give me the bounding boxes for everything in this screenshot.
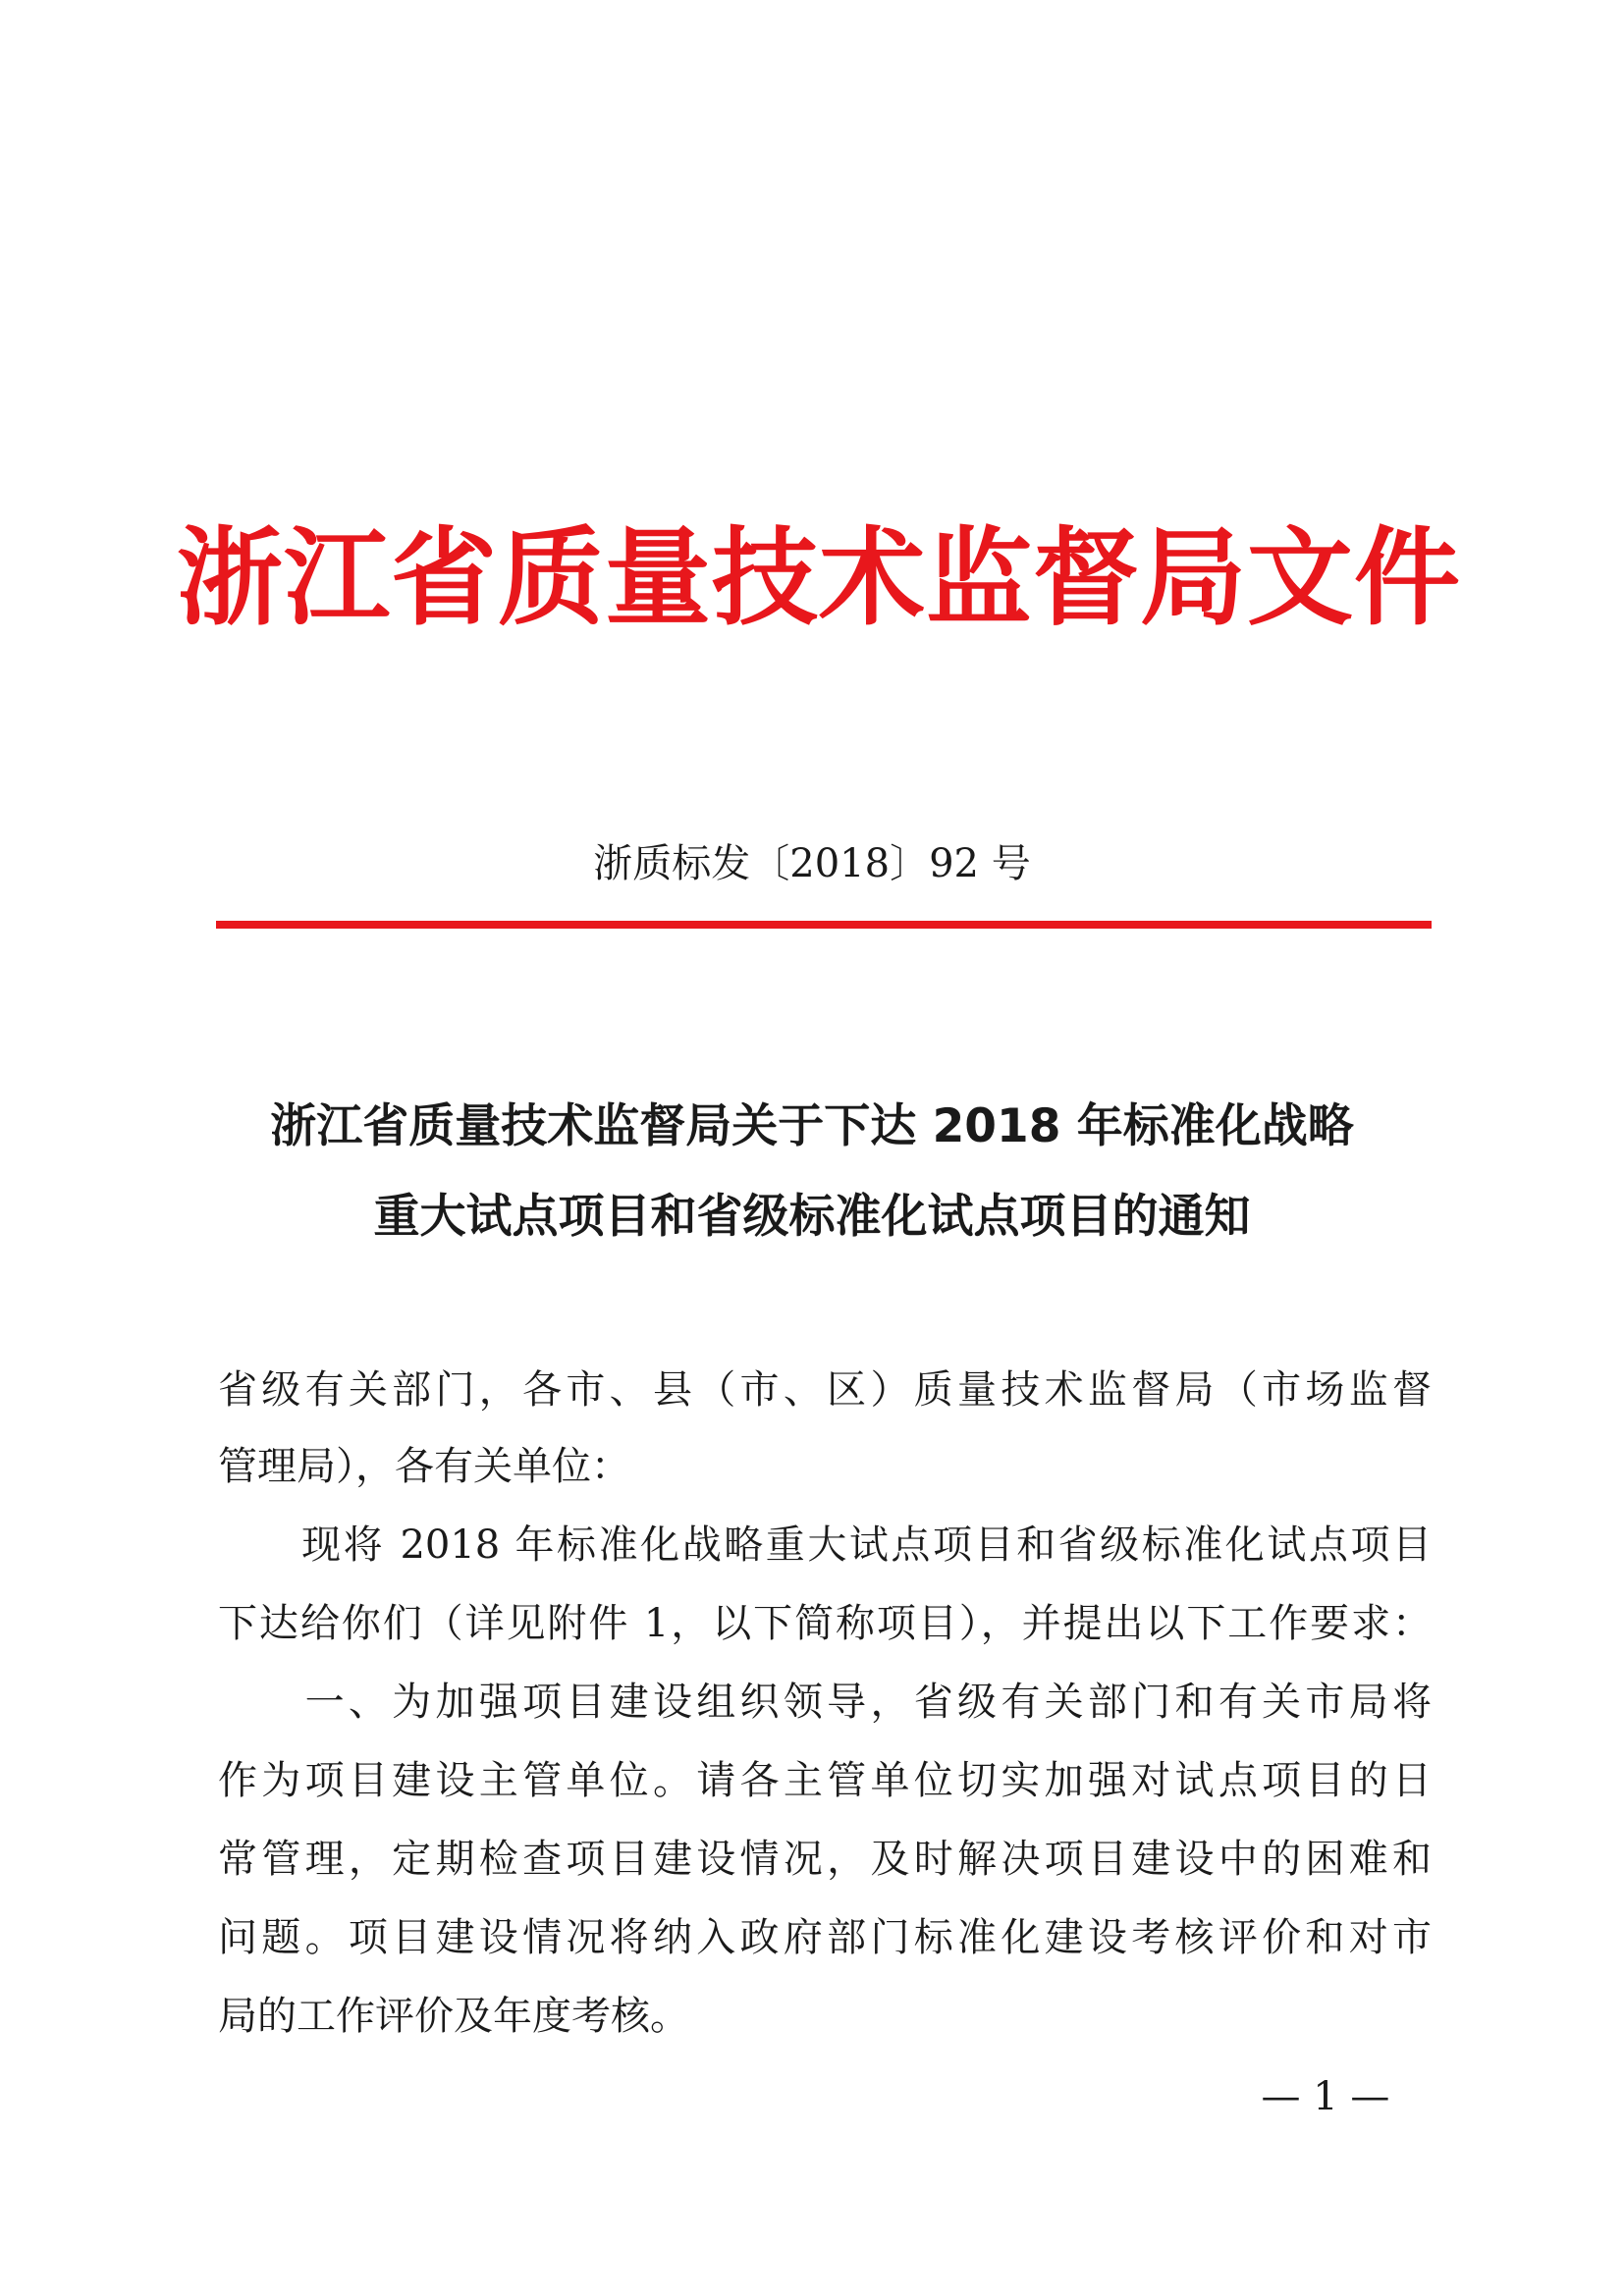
agency-header-title: 浙江省质量技术监督局文件 [177, 517, 1462, 640]
document-number: 浙质标发〔2018〕92 号 [593, 841, 1031, 886]
body-line-2: 管理局），各有关单位： [218, 1444, 630, 1489]
body-line-4: 下达给你们（详见附件 1，以下简称项目），并提出以下工作要求： [218, 1601, 1432, 1646]
body-line-1: 省级有关部门，各市、县（市、区）质量技术监督局（市场监督 [218, 1367, 1432, 1413]
page-number: — 1 — [1261, 2074, 1390, 2119]
body-line-3: 现将 2018 年标准化战略重大试点项目和省级标准化试点项目 [218, 1522, 1432, 1568]
body-line-7: 常管理，定期检查项目建设情况，及时解决项目建设中的困难和 [218, 1837, 1432, 1882]
red-separator-line [216, 921, 1432, 929]
notice-title-line-1: 浙江省质量技术监督局关于下达 2018 年标准化战略 [270, 1099, 1354, 1153]
body-line-8: 问题。项目建设情况将纳入政府部门标准化建设考核评价和对市 [218, 1915, 1432, 1960]
body-line-5: 一、为加强项目建设组织领导，省级有关部门和有关市局将 [218, 1680, 1432, 1725]
notice-title-line-2: 重大试点项目和省级标准化试点项目的通知 [373, 1190, 1251, 1244]
body-line-9: 局的工作评价及年度考核。 [218, 1994, 689, 2039]
body-line-6: 作为项目建设主管单位。请各主管单位切实加强对试点项目的日 [218, 1758, 1432, 1803]
